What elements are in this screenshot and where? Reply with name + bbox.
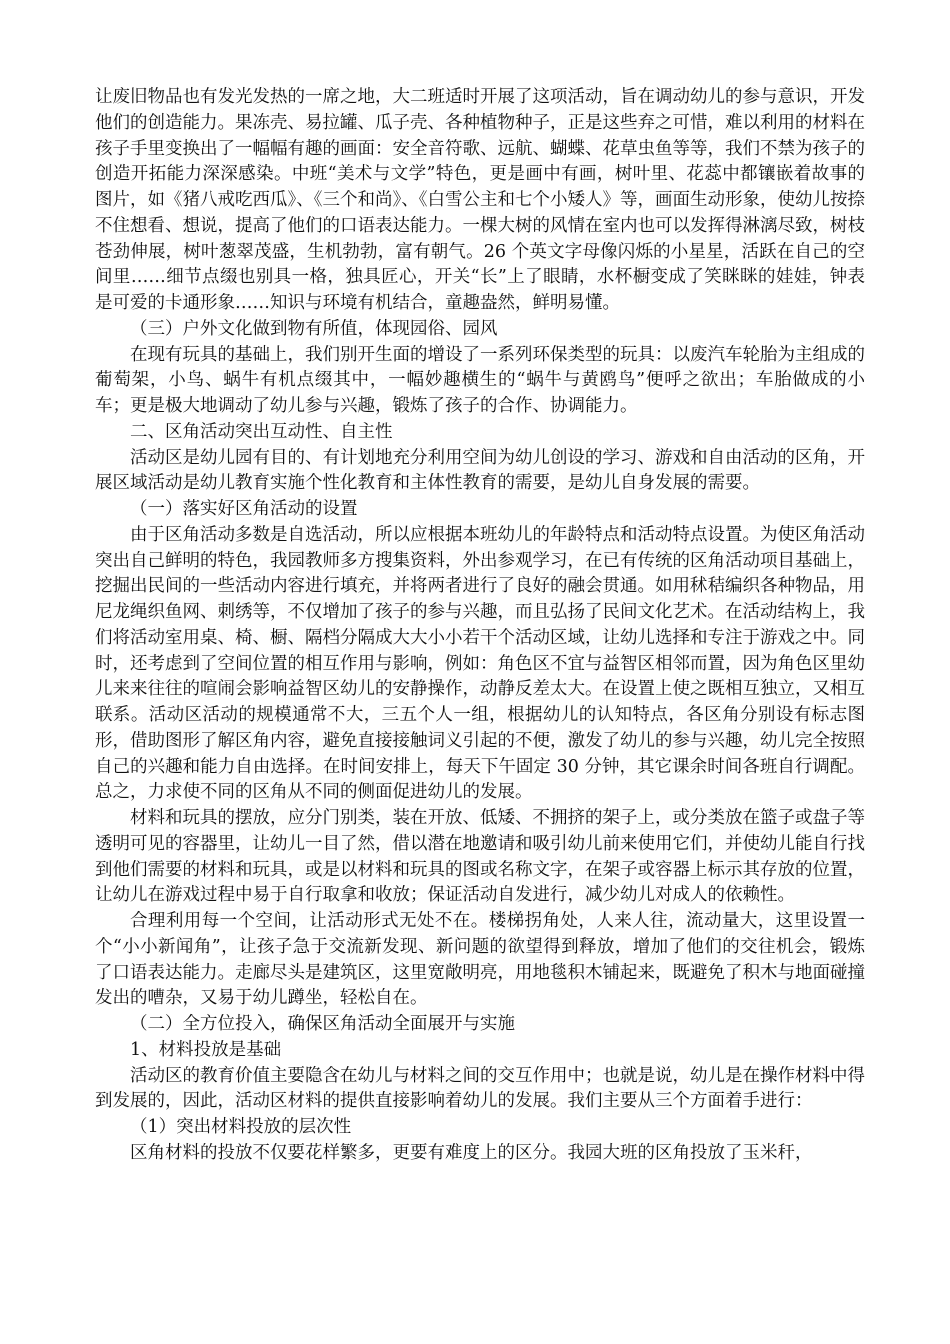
section-heading: 二、区角活动突出互动性、自主性	[130, 421, 393, 442]
paragraph: 让废旧物品也有发光发热的一席之地，大二班适时开展了这项活动，旨在调动幼儿的参与意识，开发他们的创造能力。果冻壳、易拉罐、瓜子壳、各种植物种子，正是这些弃之可惜，难以利用的材料在孩子手里变换出了一幅幅有趣的画面：安全音符歌、远航、蝴蝶、花草虫鱼等等，我们不禁为孩子的创造开拓能力深深感染。中班“美术与文学”特色，更是画中有画，树叶里、花蕊中都镶嵌着故事的图片，如《猪八戒吃西瓜》、《三个和尚》、《白雪公主和七个小矮人》等，画面生动形象，使幼儿按捺不住想看、想说，提高了他们的口语表达能力。一棵大树的风情在室内也可以发挥得淋漓尽致，树枝苍劲伸展，树叶葱翠茂盛，生机勃勃，富有朝气。26 个英文字母像闪烁的小星星，活跃在自己的空间里……细节点缀也别具一格，独具匠心，开关“长”上了眼睛，水杯橱变成了笑眯眯的娃娃，钟表是可爱的卡通形象……知识与环境有机结合，童趣盎然，鲜明易懂。	[95, 87, 865, 313]
section-heading: （1）突出材料投放的层次性	[130, 1117, 352, 1137]
paragraph: 由于区角活动多数是自选活动，所以应根据本班幼儿的年龄特点和活动特点设置。为使区角活动突出自己鲜明的特色，我园教师多方搜集资料，外出参观学习，在已有传统的区角活动项目基础上，挖掘出民间的一些活动内容进行填充，并将两者进行了良好的融会贯通。如用秫秸编织各种物品，用尼龙绳织鱼网、刺绣等，不仅增加了孩子的参与兴趣，而且弘扬了民间文化艺术。在活动结构上，我们将活动室用桌、椅、橱、隔档分隔成大大小小若干个活动区域，让幼儿选择和专注于游戏之中。同时，还考虑到了空间位置的相互作用与影响，例如：角色区不宜与益智区相邻而置，因为角色区里幼儿来来往往的喧闹会影响益智区幼儿的安静操作，动静反差太大。在设置上使之既相互独立，又相互联系。活动区活动的规模通常不大，三五个人一组，根据幼儿的认知特点，各区角分别设有标志图形，借助图形了解区角内容，避免直接接触词义引起的不便，激发了幼儿的参与兴趣，幼儿完全按照自己的兴趣和能力自由选择。在时间安排上，每天下午固定 30 分钟，其它课余时间各班自行调配。总之，力求使不同的区角从不同的侧面促进幼儿的发展。	[95, 524, 865, 803]
section-heading: 1、材料投放是基础	[130, 1039, 282, 1060]
section-heading: （一）落实好区角活动的设置	[130, 499, 358, 519]
section-heading: （二）全方位投入，确保区角活动全面展开与实施	[130, 1014, 515, 1034]
paragraph: 在现有玩具的基础上，我们别开生面的增设了一系列环保类型的玩具：以废汽车轮胎为主组成的葡萄架，小鸟、蜗牛有机点缀其中，一幅妙趣横生的“蜗牛与黄鸥鸟”便呼之欲出；车胎做成的小车；更是极大地调动了幼儿参与兴趣，锻炼了孩子的合作、协调能力。	[95, 344, 865, 416]
paragraph: 材料和玩具的摆放，应分门别类，装在开放、低矮、不拥挤的架子上，或分类放在篮子或盘子等透明可见的容器里，让幼儿一目了然，借以潜在地邀请和吸引幼儿前来使用它们，并使幼儿能自行找到他们需要的材料和玩具，或是以材料和玩具的图或名称文字，在架子或容器上标示其存放的位置，让幼儿在游戏过程中易于自行取拿和收放；保证活动自发进行，减少幼儿对成人的依赖性。	[95, 808, 865, 906]
section-heading: （三）户外文化做到物有所值，体现园俗、园风	[130, 318, 498, 339]
paragraph: 区角材料的投放不仅要花样繁多，更要有难度上的区分。我园大班的区角投放了玉米秆，	[130, 1142, 813, 1163]
paragraph: 合理利用每一个空间，让活动形式无处不在。楼梯拐角处，人来人往，流动量大，这里设置一个“小小新闻角”，让孩子急于交流新发现、新问题的欲望得到释放，增加了他们的交往机会，锻炼了口语表达能力。走廊尽头是建筑区，这里宽敞明亮，用地毯积木铺起来，既避免了积木与地面碰撞发出的嘈杂，又易于幼儿蹲坐，轻松自在。	[95, 911, 865, 1009]
paragraph: 活动区的教育价值主要隐含在幼儿与材料之间的交互作用中；也就是说，幼儿是在操作材料中得到发展的，因此，活动区材料的提供直接影响着幼儿的发展。我们主要从三个方面着手进行：	[95, 1065, 865, 1112]
paragraph: 活动区是幼儿园有目的、有计划地充分利用空间为幼儿创设的学习、游戏和自由活动的区角，开展区域活动是幼儿教育实施个性化教育和主体性教育的需要，是幼儿自身发展的需要。	[95, 447, 865, 494]
document-page	[95, 85, 865, 1167]
